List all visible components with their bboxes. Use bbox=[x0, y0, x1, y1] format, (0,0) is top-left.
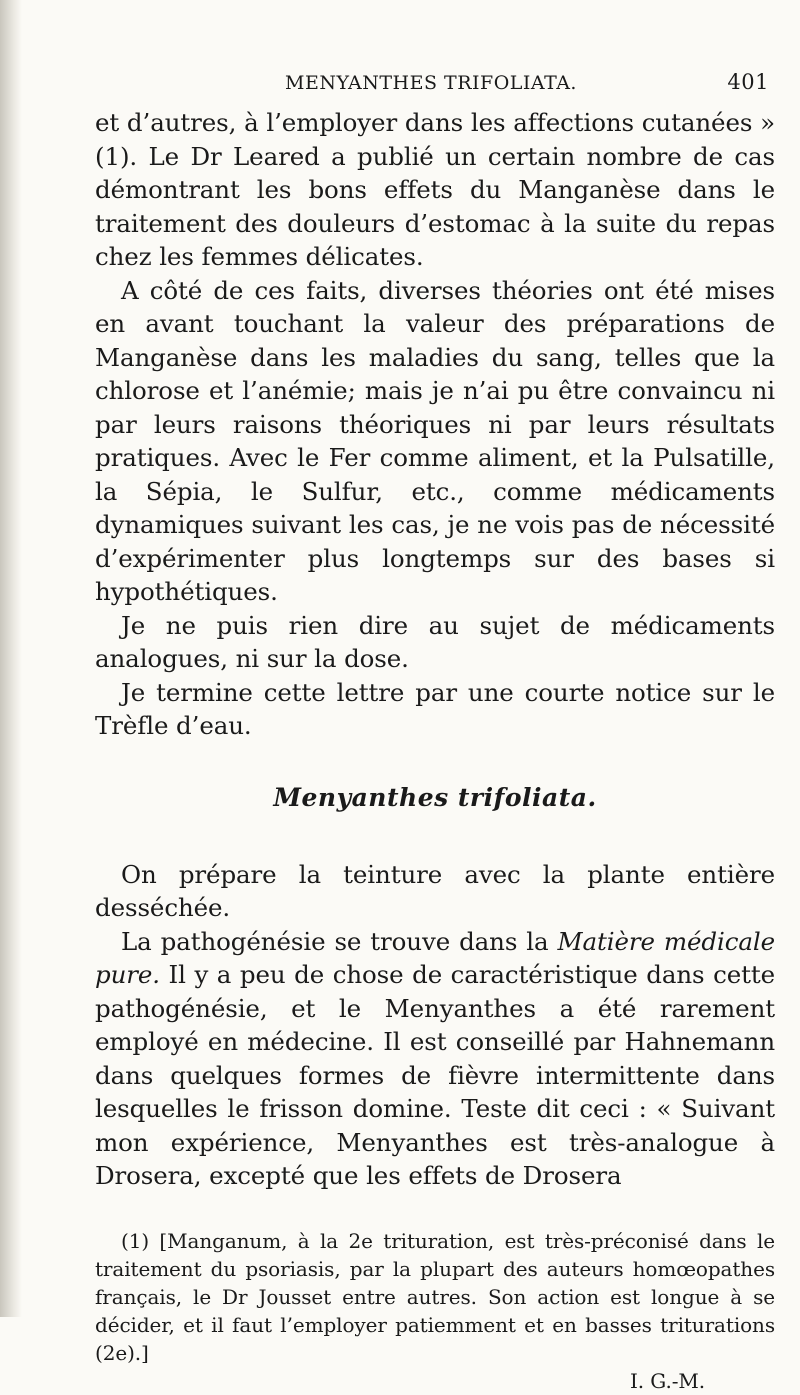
matiere-medicale-title: Matière médicale pure. bbox=[95, 926, 775, 989]
footnote-text: (1) [Manganum, à la 2e trituration, est très-préconisé dans le traitement du psoriasis, par la plupart des auteurs homœopathes français, le Dr Jousset entre autres. Son action est longue à se décider, et il faut l’employer patiemment et en basses triturations (2e).] bbox=[95, 1228, 775, 1365]
section-paragraph-2-rest: Il y a peu de chose de caractéristique dans cette pathogénésie, et le Menyanthes a été rarement employé en médecine. Il est conseillé par Hahnemann dans quelques formes de fièvre intermittente dans lesquelles le frisson domine. Teste dit ceci : « Suivant mon expérience, Menyanthes est très-analogue à Drosera, excepté que les effets de Drosera bbox=[95, 960, 775, 1190]
paragraph-3: Je ne puis rien dire au sujet de médicaments analogues, ni sur la dose. bbox=[95, 610, 775, 673]
footnote-signature: I. G.-M. bbox=[629, 1368, 705, 1393]
paragraph-4: Je termine cette lettre par une courte notice sur le Trèfle d’eau. bbox=[95, 677, 775, 740]
section-paragraph-1: On prépare la teinture avec la plante entière desséchée. bbox=[95, 859, 775, 922]
book-spine-shadow bbox=[0, 0, 22, 1317]
running-head-title: MENYANTHES TRIFOLIATA. bbox=[285, 72, 577, 94]
footnote bbox=[95, 1227, 775, 1395]
page-number: 401 bbox=[727, 70, 769, 94]
section-title: Menyanthes trifoliata. bbox=[273, 782, 597, 812]
section-paragraph-2-start: La pathogénésie se trouve dans la bbox=[121, 926, 558, 956]
section-paragraph-2 bbox=[95, 925, 775, 1193]
running-head bbox=[95, 64, 775, 106]
book-page bbox=[95, 64, 775, 1393]
paragraph-1: et d’autres, à l’employer dans les affections cutanées » (1). Le Dr Leared a publié un certain nombre de cas démontrant les bons effets du Manganèse dans le traitement des douleurs d’estomac à la suite du repas chez les femmes délicates. bbox=[95, 108, 775, 271]
paragraph-2: A côté de ces faits, diverses théories ont été mises en avant touchant la valeur des préparations de Manganèse dans les maladies du sang, telles que la chlorose et l’anémie; mais je n’ai pu être convaincu ni par leurs raisons théoriques ni par leurs résultats pratiques. Avec le Fer comme aliment, et la Pulsatille, la Sépia, le Sulfur, etc., comme médicaments dynamiques suivant les cas, je ne vois pas de nécessité d’expérimenter plus longtemps sur des bases si hypothétiques. bbox=[95, 275, 775, 606]
